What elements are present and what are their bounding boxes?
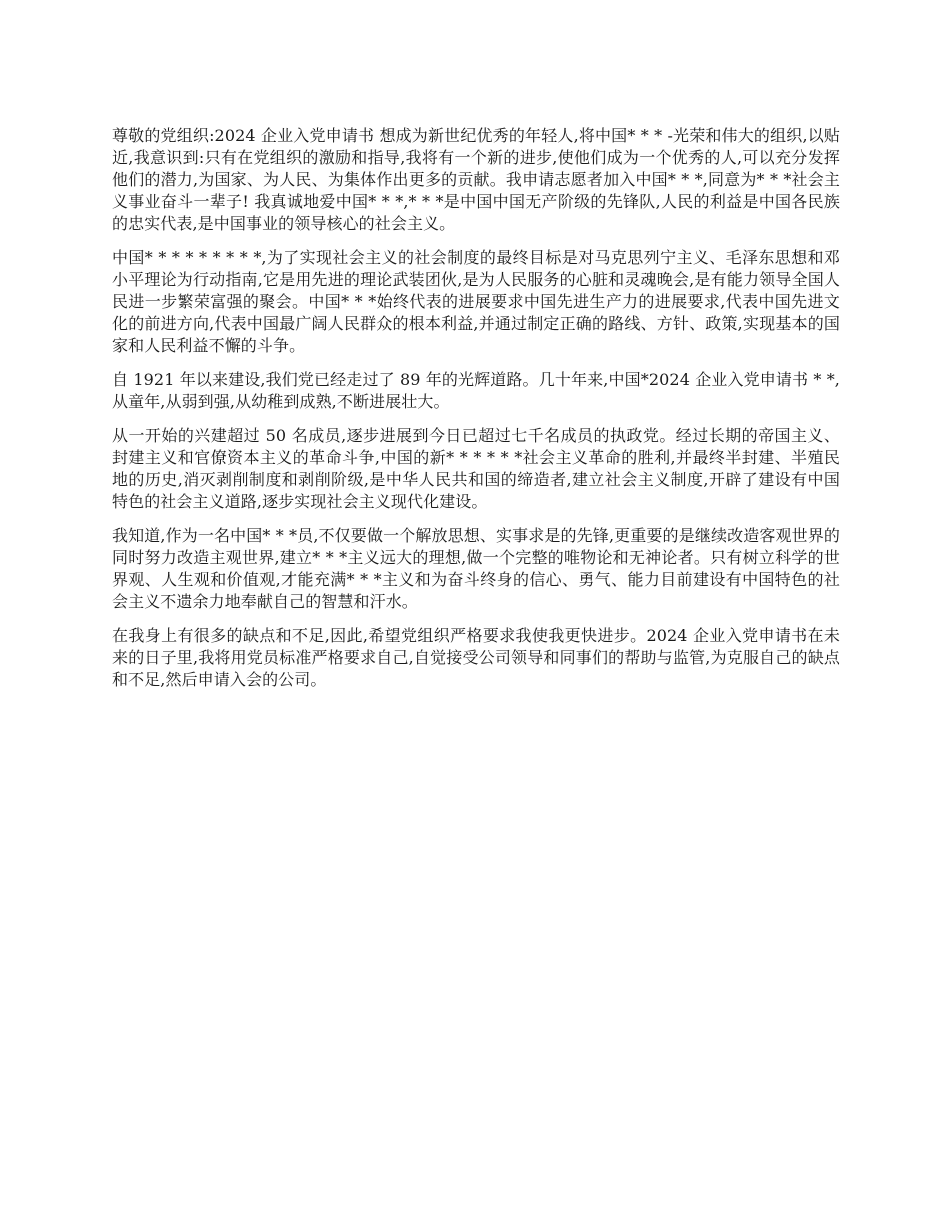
paragraph-party-goals: 中国* * * * * * * * *,为了实现社会主义的社会制度的最终目标是对马克思列宁主义、毛泽东思想和邓小平理论为行动指南,它是用先进的理论武装团伙,是为人民服务的心脏和灵魂晚会,是有能力领导全国人民进一步繁荣富强的聚会。中国* * *始终代表的进展要求中国先进生产力的进展要求,代表中国先进文化的前进方向,代表中国最广阔人民群众的根本利益,并通过制定正确的路线、方针、政策,实现基本的国家和人民利益不懈的斗争。 bbox=[112, 248, 840, 355]
paragraph-salutation: 尊敬的党组织:2024 企业入党申请书 想成为新世纪优秀的年轻人,将中国* * * -光荣和伟大的组织,以贴近,我意识到:只有在党组织的激励和指导,我将有一个新的进步,使他们成为一个优秀的人,可以充分发挥他们的潜力,为国家、为人民、为集体作出更多的贡献。我申请志愿者加入中国* * *,同意为* * *社会主义事业奋斗一辈子! 我真诚地爱中国* * *,* * *是中国中国无产阶级的先锋队,人民的利益是中国各民族的忠实代表,是中国事业的领导核心的社会主义。 bbox=[112, 126, 840, 233]
document-body bbox=[112, 125, 840, 703]
paragraph-closing: 在我身上有很多的缺点和不足,因此,希望党组织严格要求我使我更快进步。2024 企业入党申请书在未来的日子里,我将用党员标准严格要求自己,自觉接受公司领导和同事们的帮助与监管,为克服自己的缺点和不足,然后申请入会的公司。 bbox=[112, 626, 840, 689]
paragraph-development: 从一开始的兴建超过 50 名成员,逐步进展到今日已超过七千名成员的执政党。经过长期的帝国主义、封建主义和官僚资本主义的革命斗争,中国的新* * * * * *社会主义革命的胜利,并最终半封建、半殖民地的历史,消灭剥削制度和剥削阶级,是中华人民共和国的缔造者,建立社会主义制度,开辟了建设有中国特色的社会主义道路,逐步实现社会主义现代化建设。 bbox=[112, 426, 840, 511]
paragraph-commitment: 我知道,作为一名中国* * *员,不仅要做一个解放思想、实事求是的先锋,更重要的是继续改造客观世界的同时努力改造主观世界,建立* * *主义远大的理想,做一个完整的唯物论和无神论者。只有树立科学的世界观、人生观和价值观,才能充满* * *主义和为奋斗终身的信心、勇气、能力目前建设有中国特色的社会主义不遗余力地奉献自己的智慧和汗水。 bbox=[112, 526, 840, 611]
paragraph-history: 自 1921 年以来建设,我们党已经走过了 89 年的光辉道路。几十年来,中国*2024 企业入党申请书 * *,从童年,从弱到强,从幼稚到成熟,不断进展壮大。 bbox=[112, 370, 840, 411]
